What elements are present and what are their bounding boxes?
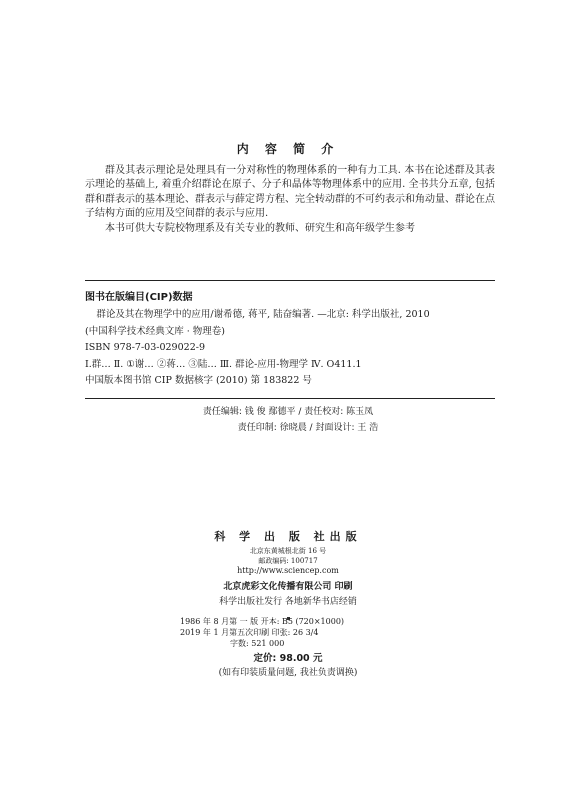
cip-series: (中国科学技术经典文库 · 物理卷) bbox=[85, 325, 225, 337]
publisher-address: 北京东黄城根北街 16 号 bbox=[249, 547, 327, 555]
edition-line-1: 1986 年 8 月第 一 版 开本: B5 (720×1000) bbox=[180, 617, 345, 626]
credits-print: 责任印制: 徐晓晨 / 封面设计: 王 浩 bbox=[237, 423, 379, 433]
credits-editors: 责任编辑: 钱 俊 鄢德平 / 责任校对: 陈玉凤 bbox=[202, 407, 374, 417]
synopsis-paragraph-2: 本书可供大专院校物理系及有关专业的教师、研究生和高年级学生参考 bbox=[105, 222, 415, 234]
price-block bbox=[0, 650, 576, 681]
price: 定价: 98.00 元 bbox=[253, 653, 323, 664]
synopsis-text bbox=[85, 164, 495, 236]
publisher-postcode: 邮政编码: 100717 bbox=[258, 557, 318, 565]
cip-line-1: 群论及其在物理学中的应用/谢希德, 蒋平, 陆奋编著. —北京: 科学出版社, 2010 bbox=[96, 309, 430, 320]
publisher-website: http://www.sciencep.com bbox=[237, 566, 339, 575]
divider bbox=[85, 398, 495, 399]
printer-name: 北京虎彩文化传播有限公司 印刷 bbox=[223, 582, 353, 592]
publisher-name: 科 学 出 版 社出版 bbox=[214, 530, 362, 543]
edition-line-2: 2019 年 1 月第五次印刷 印张: 26 3/4 bbox=[180, 628, 319, 637]
credits-block bbox=[0, 404, 576, 436]
synopsis-paragraph-1: 群及其表示理论是处理具有一分对称性的物理体系的一种有力工具. 本书在论述群及其表示理论的基础上, 着重介绍群论在原子、分子和晶体等物理体系中的应用. 全书共分五章, 包括群和群表示的基本理论、群表示与薛定谔方程、完全转动群的不可约表示和角动量、群论在点子结构方面的应用及空间群的表示与应用. bbox=[85, 165, 495, 220]
cip-isbn: ISBN 978-7-03-029022-9 bbox=[85, 342, 205, 353]
cip-block bbox=[85, 307, 485, 390]
publisher-block bbox=[0, 528, 576, 620]
page-title: 内 容 简 介 bbox=[236, 142, 340, 156]
cip-heading: 图书在版编目(CIP)数据 bbox=[85, 292, 193, 303]
cip-record: 中国版本图书馆 CIP 数据核字 (2010) 第 183822 号 bbox=[85, 375, 312, 386]
distribution: 科学出版社发行 各地新华书店经销 bbox=[219, 597, 357, 607]
quality-note: (如有印装质量问题, 我社负责调换) bbox=[218, 668, 358, 678]
edition-block bbox=[180, 616, 410, 649]
divider bbox=[85, 280, 495, 281]
word-count: 字数: 521 000 bbox=[230, 639, 285, 648]
cip-classification: Ⅰ.群… Ⅱ. ①谢… ②蒋… ③陆… Ⅲ. 群论-应用-物理学 Ⅳ. O411.1 bbox=[85, 358, 362, 370]
